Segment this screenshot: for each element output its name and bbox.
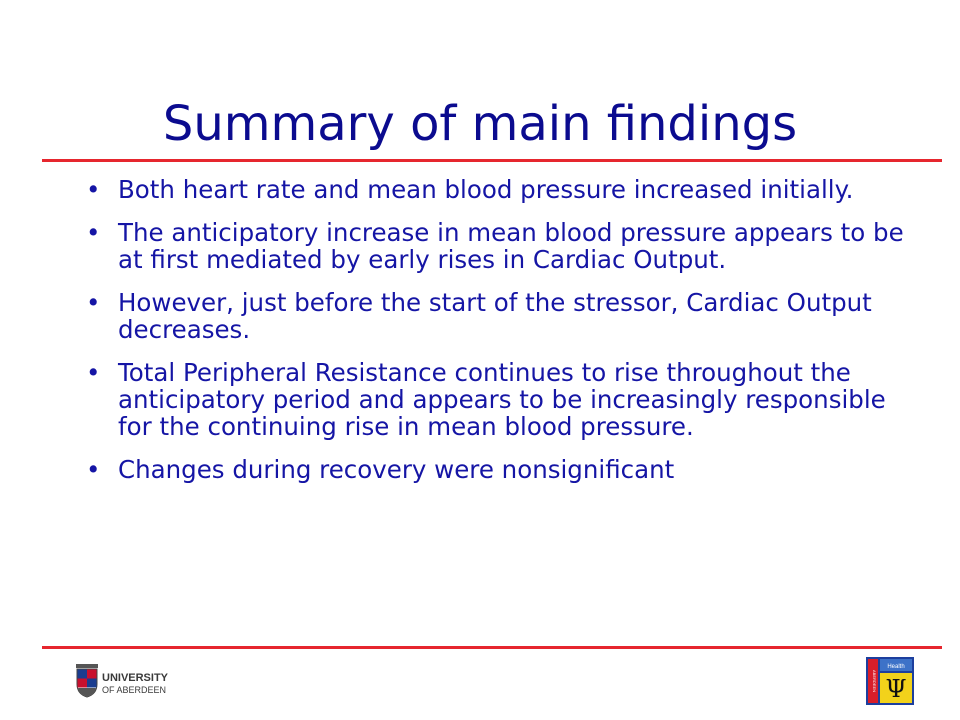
bullet-item <box>86 359 916 440</box>
bullet-marker: • <box>86 358 101 387</box>
footer-divider <box>42 646 942 649</box>
university-wordmark-line1: UNIVERSITY <box>102 672 169 684</box>
bullet-item <box>86 219 916 273</box>
bullet-item <box>86 289 916 343</box>
bullet-marker: • <box>86 455 101 484</box>
bullet-text: The anticipatory increase in mean blood pressure appears to be at first mediated by early rises in Cardiac Output. <box>118 218 904 274</box>
bullet-marker: • <box>86 218 101 247</box>
health-logo-label: Health <box>887 664 905 670</box>
university-wordmark-line2: OF ABERDEEN <box>102 685 167 695</box>
bullet-marker: • <box>86 175 101 204</box>
title-divider <box>42 159 942 162</box>
bullet-list <box>86 176 916 499</box>
bullet-text: Changes during recovery were nonsignificant <box>118 455 675 484</box>
health-logo-side: ABERDEEN <box>872 669 877 693</box>
bullet-marker: • <box>86 288 101 317</box>
slide-title: Summary of main findings <box>162 96 798 152</box>
bullet-item <box>86 456 916 483</box>
health-logo-symbol: Ψ <box>885 675 907 703</box>
health-psychology-logo-icon <box>866 657 914 705</box>
university-wordmark <box>102 672 168 696</box>
university-crest-icon <box>76 664 98 698</box>
university-logo <box>76 658 186 704</box>
bullet-text: However, just before the start of the stressor, Cardiac Output decreases. <box>118 288 872 344</box>
bullet-text: Both heart rate and mean blood pressure increased initially. <box>118 175 854 204</box>
bullet-text: Total Peripheral Resistance continues to rise throughout the anticipatory period and appears to be increasingly responsible for the continuing rise in mean blood pressure. <box>118 358 886 441</box>
bullet-item <box>86 176 916 203</box>
